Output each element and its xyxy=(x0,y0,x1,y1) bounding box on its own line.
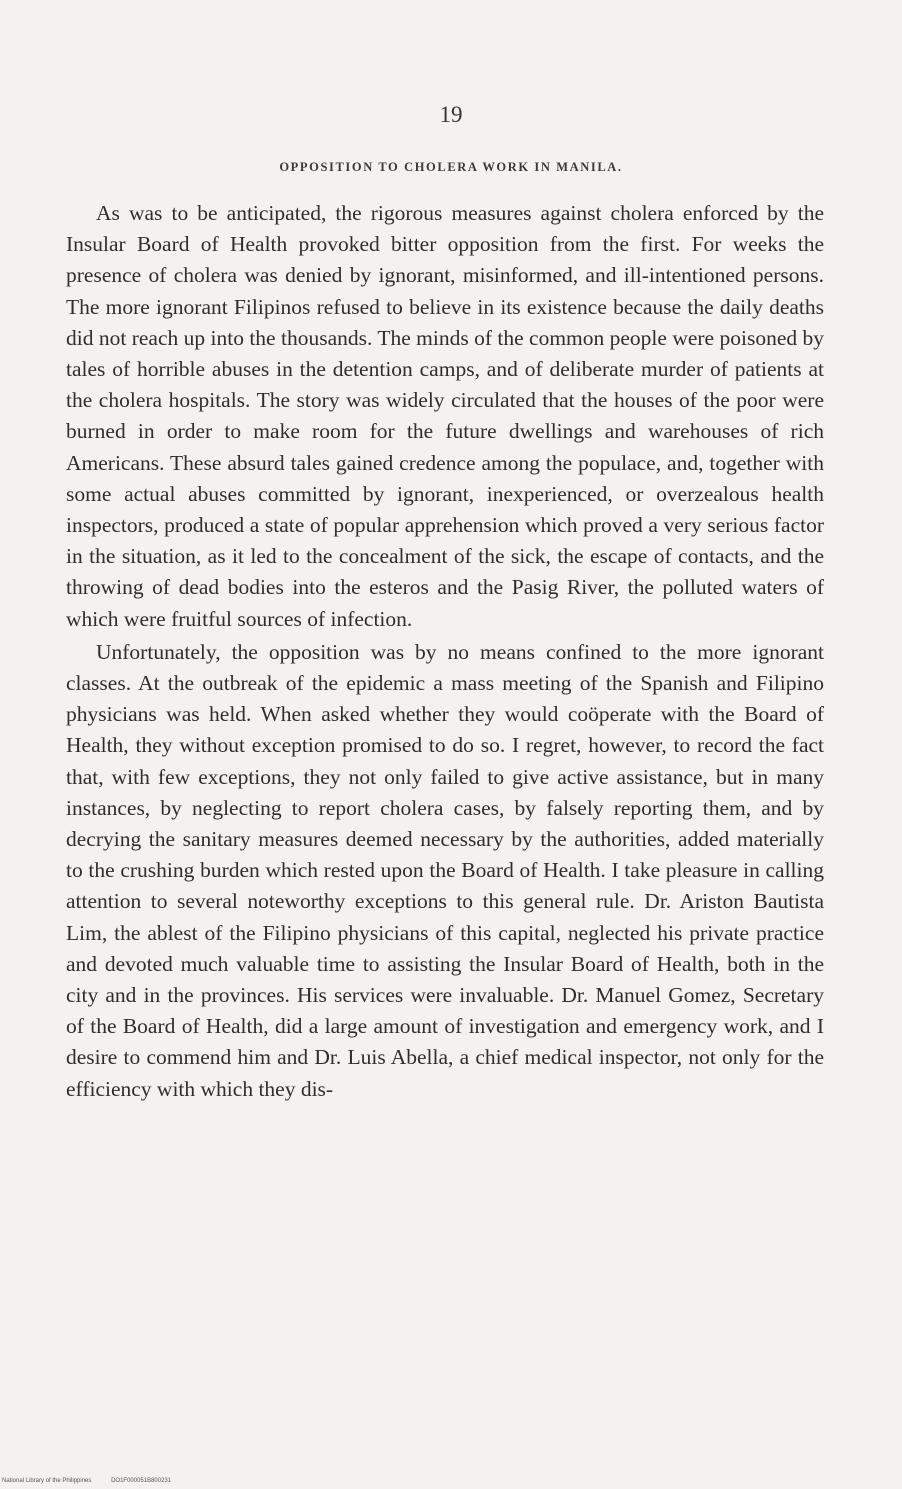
paragraph-1: As was to be anticipated, the rigorous measures against cholera enforced by the Insular Board of Health provoked bitter opposition from the first. For weeks the presence of cholera was denied by ignorant, misinformed, and ill-intentioned persons. The more ignorant Filipinos refused to believe in its existence because the daily deaths did not reach up into the thousands. The minds of the common people were poisoned by tales of horrible abuses in the detention camps, and of deliberate murder of patients at the cholera hospitals. The story was widely circulated that the houses of the poor were burned in order to make room for the future dwellings and warehouses of rich Americans. These absurd tales gained credence among the populace, and, together with some actual abuses committed by ignorant, inexperienced, or overzealous health inspectors, produced a state of popular apprehension which proved a very serious factor in the situation, as it led to the concealment of the sick, the escape of contacts, and the throwing of dead bodies into the esteros and the Pasig River, the polluted waters of which were fruitful sources of infection. xyxy=(66,201,824,631)
body-text xyxy=(66,198,824,1105)
section-heading: OPPOSITION TO CHOLERA WORK IN MANILA. xyxy=(279,160,623,174)
footer-identifier: DO1F000051B800231 xyxy=(111,1478,172,1484)
paragraph-2: Unfortunately, the opposition was by no means confined to the more ignorant classes. At the outbreak of the epidemic a mass meeting of the Spanish and Filipino physicians was held. When asked whether they would coöperate with the Board of Health, they without exception promised to do so. I regret, however, to record the fact that, with few exceptions, they not only failed to give active assistance, but in many instances, by neglecting to report cholera cases, by falsely reporting them, and by decrying the sanitary measures deemed necessary by the authorities, added materially to the crushing burden which rested upon the Board of Health. I take pleasure in calling attention to several noteworthy exceptions to this general rule. Dr. Ariston Bautista Lim, the ablest of the Filipino physicians of this capital, neglected his private practice and devoted much valuable time to assisting the Insular Board of Health, both in the city and in the provinces. His services were invaluable. Dr. Manuel Gomez, Secretary of the Board of Health, did a large amount of investigation and emergency work, and I desire to commend him and Dr. Luis Abella, a chief medical inspector, not only for the efficiency with which they dis- xyxy=(66,639,824,1101)
footer-note xyxy=(2,1478,171,1484)
page-number: 19 xyxy=(439,102,463,127)
footer-library: National Library of the Philippines xyxy=(2,1478,92,1484)
